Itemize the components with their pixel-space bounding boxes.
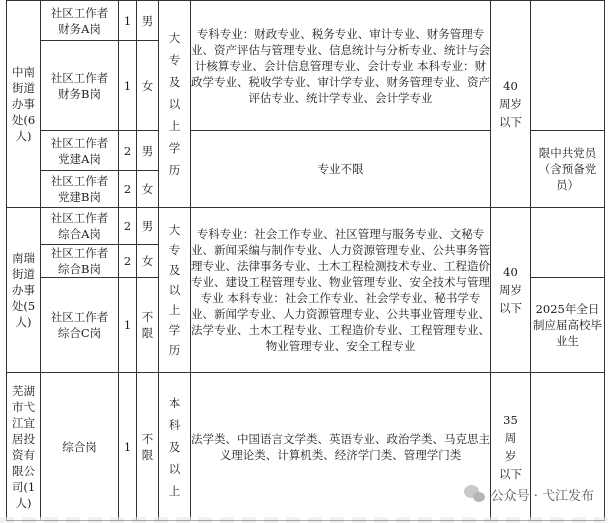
education-cell: 本 科 及 以 上 [159,373,191,521]
other-requirement-cell [531,208,605,278]
unit-cell: 中南 街道 办事 处(6 人) [7,1,41,208]
headcount-cell: 1 [119,1,137,41]
major-requirement-cell: 专科专业：社会工作专业、社区管理与服务专业、文秘专业、新闻采编与制作专业、人力资源管理专业、公共事务管理专业、法律事务专业、土木工程检测技术专业、工程造价专业、建设工程管理专业、物业管理专业、安全技术与管理专业 本科专业：社会工作专业、社会学专业、秘书学专业、新闻学专业、人力资源管理专业、公共事业管理专业、法学专业、土木工程专业、工程造价专业、工程管理专业、物业管理专业、安全工程专业 [191,208,491,373]
other-requirement-cell: 2025年全日制应届高校毕业生 [531,278,605,373]
post-cell: 社区工作者 综合A岗 [41,208,119,245]
post-cell: 社区工作者 财务B岗 [41,41,119,131]
gender-cell: 男 [137,208,159,245]
gender-cell: 男 [137,131,159,171]
gender-cell: 男 [137,1,159,41]
gender-cell: 女 [137,245,159,278]
major-requirement-cell: 专业不限 [191,131,491,208]
bottom-edge [0,517,612,523]
headcount-cell: 2 [119,131,137,171]
age-cell: 40 周岁 以下 [491,208,531,373]
gender-cell: 不限 [137,278,159,373]
unit-cell: 南瑞 街道 办事 处(5 人) [7,208,41,373]
wechat-watermark [464,483,594,505]
headcount-cell: 2 [119,208,137,245]
headcount-cell: 1 [119,373,137,521]
headcount-cell: 1 [119,41,137,131]
unit-cell: 芜湖 市弋 江宜 居投 资有 限公 司(1 人) [7,373,41,521]
gender-cell: 不限 [137,373,159,521]
other-requirement-cell: 限中共党员（含预备党员） [531,131,605,208]
headcount-cell: 2 [119,171,137,208]
post-cell: 社区工作者 党建B岗 [41,171,119,208]
gender-cell: 女 [137,171,159,208]
post-cell: 综合岗 [41,373,119,521]
post-cell: 社区工作者 党建A岗 [41,131,119,171]
post-cell: 社区工作者 综合C岗 [41,278,119,373]
recruitment-table [6,0,605,521]
major-requirement-cell: 法学类、中国语言文学类、英语专业、政治学类、马克思主义理论类、计算机类、经济学门类、管理学门类 [191,373,491,521]
post-cell: 社区工作者 财务A岗 [41,1,119,41]
education-cell: 大 专 及 以 上 学 历 [159,208,191,373]
gender-cell: 女 [137,41,159,131]
headcount-cell: 2 [119,245,137,278]
major-requirement-cell: 专科专业：财政专业、税务专业、审计专业、财务管理专业、资产评估与管理专业、信息统计与分析专业、统计与会计核算专业、会计信息管理专业、会计专业 本科专业：财政学专业、税收学专业、审计学专业、财务管理专业、资产评估专业、统计学专业、会计学专业 [191,1,491,131]
table-row [7,208,605,245]
wechat-icon [464,483,486,505]
post-cell: 社区工作者 综合B岗 [41,245,119,278]
headcount-cell: 1 [119,278,137,373]
education-cell: 大 专 及 以 上 学 历 [159,1,191,208]
other-requirement-cell [531,1,605,131]
age-cell: 40 周岁 以下 [491,1,531,208]
age-cell: 35 周 岁 以下 [491,373,531,521]
table-row [7,1,605,41]
watermark-label: 公众号 · 弋江发布 [490,488,594,504]
